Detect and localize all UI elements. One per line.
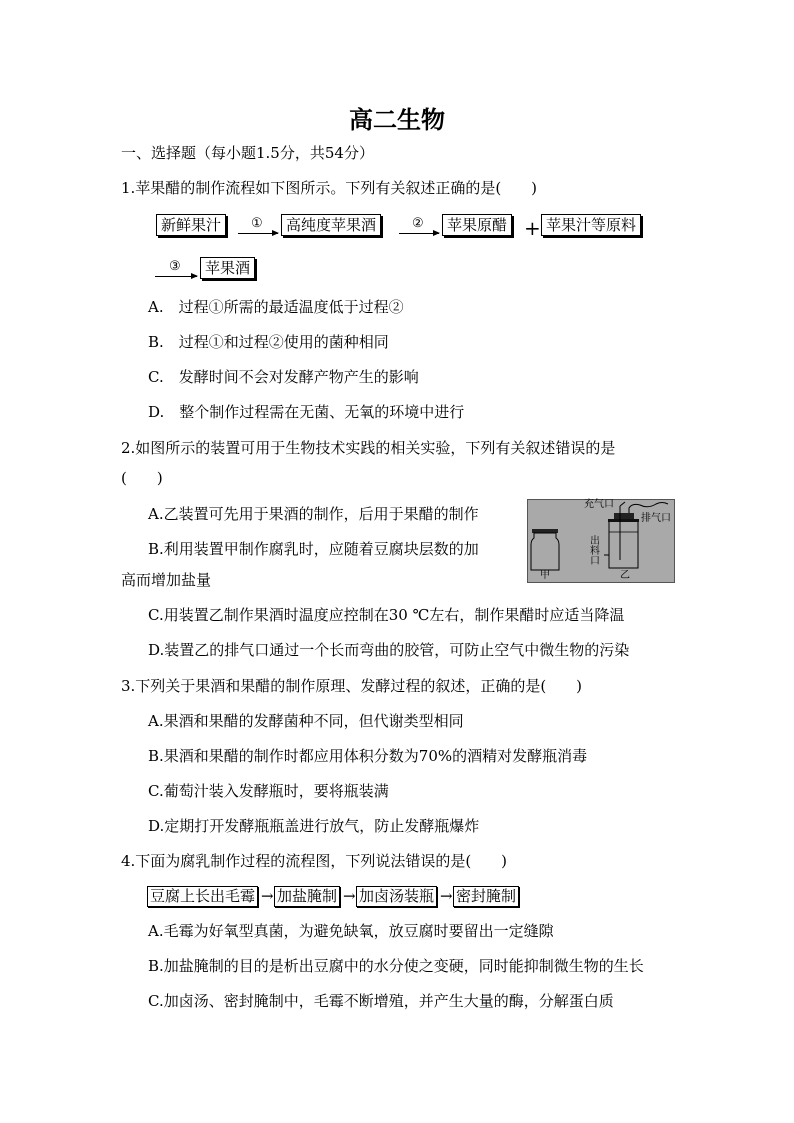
figure-label-inlet: 充气口 bbox=[584, 499, 614, 510]
q2-option-b-line1: B.利用装置甲制作腐乳时，应随着豆腐块层数的加 bbox=[148, 540, 479, 558]
flow-arrow-1-label: ① bbox=[251, 216, 263, 231]
figure-label-outlet: 排气口 bbox=[641, 513, 671, 524]
q2-stem-line2: ( ) bbox=[121, 469, 163, 487]
flow-box-raw-vinegar: 苹果原醋 bbox=[442, 214, 512, 236]
q4-flow-step-4: 密封腌制 bbox=[453, 886, 519, 907]
flow-arrow-3 bbox=[155, 276, 197, 277]
q2-option-b-line2: 高而增加盐量 bbox=[121, 571, 212, 589]
flow-box-apple-wine: 苹果酒 bbox=[200, 257, 255, 279]
q3-option-d: D.定期打开发酵瓶瓶盖进行放气，防止发酵瓶爆炸 bbox=[148, 817, 480, 835]
figure-label-jar-a: 甲 bbox=[540, 570, 550, 581]
section-heading: 一、选择题（每小题1.5分，共54分） bbox=[121, 144, 374, 162]
q1-option-c: C. 发酵时间不会对发酵产物产生的影响 bbox=[148, 368, 419, 386]
q1-option-b: B. 过程①和过程②使用的菌种相同 bbox=[148, 333, 389, 351]
flow-box-apple-wine-high: 高纯度苹果酒 bbox=[281, 214, 381, 236]
q4-flow-step-3: 加卤汤装瓶 bbox=[356, 886, 437, 907]
q3-stem: 3.下列关于果酒和果醋的制作原理、发酵过程的叙述，正确的是( ) bbox=[121, 677, 583, 695]
q3-option-b: B.果酒和果醋的制作时都应用体积分数为70%的酒精对发酵瓶消毒 bbox=[148, 747, 588, 765]
q4-stem: 4.下面为腐乳制作过程的流程图，下列说法错误的是( ) bbox=[121, 852, 508, 870]
flow-arrow-2 bbox=[399, 233, 439, 234]
flow-plus: + bbox=[524, 216, 541, 240]
flow-arrow-3-label: ③ bbox=[169, 259, 181, 274]
page-title: 高二生物 bbox=[349, 105, 445, 134]
q1-stem: 1.苹果醋的制作流程如下图所示。下列有关叙述正确的是( ) bbox=[121, 179, 538, 197]
q4-flow-arrow-2: → bbox=[343, 887, 356, 905]
figure-label-jar-b: 乙 bbox=[620, 570, 630, 581]
q4-option-a: A.毛霉为好氧型真菌，为避免缺氧，放豆腐时要留出一定缝隙 bbox=[148, 922, 554, 940]
q4-flow-step-1: 豆腐上长出毛霉 bbox=[147, 886, 258, 907]
q2-option-c: C.用装置乙制作果酒时温度应控制在30 ℃左右，制作果醋时应适当降温 bbox=[148, 606, 625, 624]
q4-option-c: C.加卤汤、密封腌制中，毛霉不断增殖，并产生大量的酶，分解蛋白质 bbox=[148, 992, 614, 1010]
flow-arrow-1 bbox=[238, 233, 278, 234]
q2-stem-line1: 2.如图所示的装置可用于生物技术实践的相关实验，下列有关叙述错误的是 bbox=[121, 439, 616, 457]
flow-box-fresh-juice: 新鲜果汁 bbox=[156, 214, 226, 236]
q1-option-a: A. 过程①所需的最适温度低于过程② bbox=[148, 298, 404, 316]
q4-flow-step-2: 加盐腌制 bbox=[274, 886, 340, 907]
q4-flow-arrow-3: → bbox=[440, 887, 453, 905]
q2-option-a: A.乙装置可先用于果酒的制作，后用于果醋的制作 bbox=[148, 505, 479, 523]
q4-flow-arrow-1: → bbox=[261, 887, 274, 905]
q2-option-d: D.装置乙的排气口通过一个长而弯曲的胶管，可防止空气中微生物的污染 bbox=[148, 641, 630, 659]
flow-box-juice-materials: 苹果汁等原料 bbox=[541, 214, 641, 236]
fermentation-apparatus-figure bbox=[527, 499, 675, 583]
q3-option-c: C.葡萄汁装入发酵瓶时，要将瓶装满 bbox=[148, 782, 389, 800]
q3-option-a: A.果酒和果醋的发酵菌种不同，但代谢类型相同 bbox=[148, 712, 464, 730]
figure-label-discharge: 出料口 bbox=[590, 536, 600, 567]
flow-arrow-2-label: ② bbox=[412, 216, 424, 231]
q4-option-b: B.加盐腌制的目的是析出豆腐中的水分使之变硬，同时能抑制微生物的生长 bbox=[148, 957, 644, 975]
q1-option-d: D. 整个制作过程需在无菌、无氧的环境中进行 bbox=[148, 403, 465, 421]
